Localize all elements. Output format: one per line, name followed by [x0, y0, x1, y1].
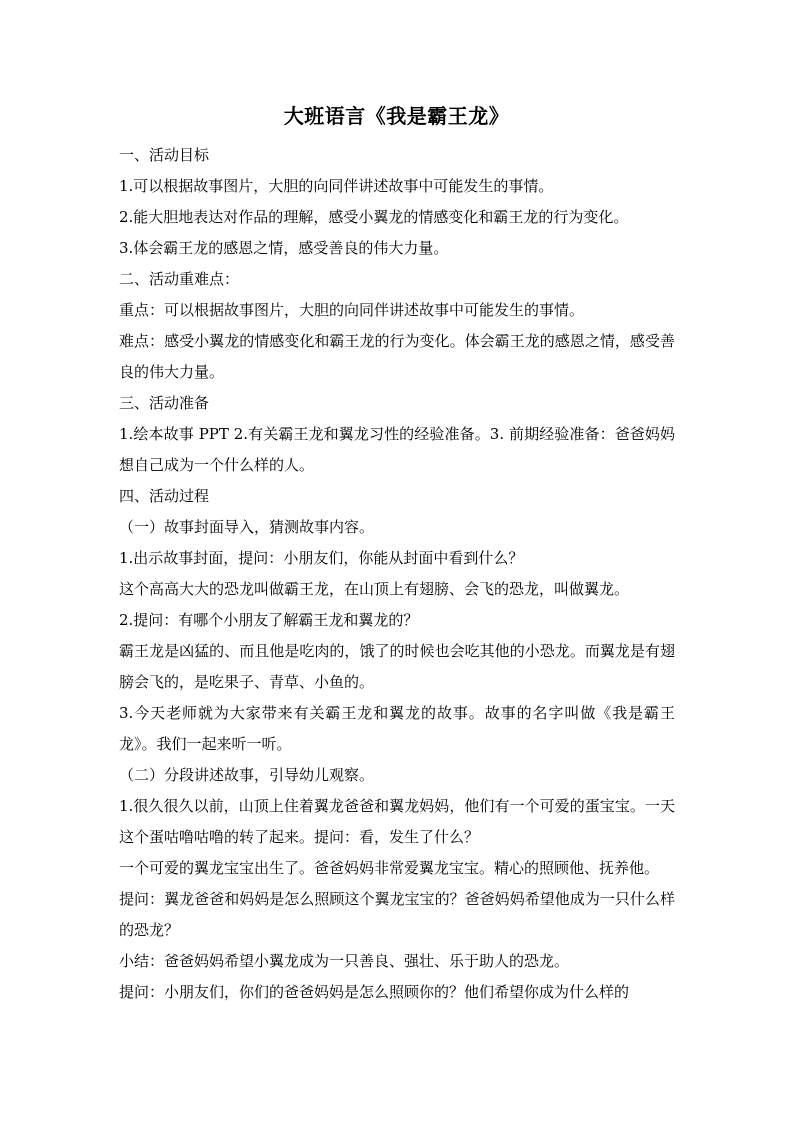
paragraph: 1.绘本故事 PPT 2.有关霸王龙和翼龙习性的经验准备。3. 前期经验准备：爸爸妈妈想自己成为一个什么样的人。 — [119, 425, 675, 474]
document-body — [119, 140, 675, 1008]
section-heading-process: 四、活动过程 — [119, 487, 210, 505]
paragraph: 1.出示故事封面，提问：小朋友们，你能从封面中看到什么？ — [119, 549, 524, 567]
paragraph: 1.可以根据故事图片，大胆的向同伴讲述故事中可能发生的事情。 — [119, 177, 554, 195]
paragraph: 难点：感受小翼龙的情感变化和霸王龙的行为变化。体会霸王龙的感恩之情，感受善良的伟大力量。 — [119, 332, 675, 381]
paragraph: 2.能大胆地表达对作品的理解，感受小翼龙的情感变化和霸王龙的行为变化。 — [119, 208, 629, 226]
paragraph: 一个可爱的翼龙宝宝出生了。爸爸妈妈非常爱翼龙宝宝。精心的照顾他、抚养他。 — [119, 859, 660, 877]
paragraph: 3.体会霸王龙的感恩之情，感受善良的伟大力量。 — [119, 239, 449, 257]
paragraph: 2.提问：有哪个小朋友了解霸王龙和翼龙的？ — [119, 611, 419, 629]
section-heading-goals: 一、活动目标 — [119, 146, 210, 164]
section-heading-preparation: 三、活动准备 — [119, 394, 210, 412]
subsection-heading: （二）分段讲述故事，引导幼儿观察。 — [119, 766, 375, 784]
paragraph: 提问：小朋友们，你们的爸爸妈妈是怎么照顾你的？他们希望你成为什么样的 — [119, 983, 630, 1001]
paragraph: 霸王龙是凶猛的、而且他是吃肉的，饿了的时候也会吃其他的小恐龙。而翼龙是有翅膀会飞的，是吃果子、青草、小鱼的。 — [119, 642, 675, 691]
subsection-heading: （一）故事封面导入，猜测故事内容。 — [119, 518, 375, 536]
paragraph: 重点：可以根据故事图片，大胆的向同伴讲述故事中可能发生的事情。 — [119, 301, 585, 319]
paragraph: 提问：翼龙爸爸和妈妈是怎么照顾这个翼龙宝宝的？爸爸妈妈希望他成为一只什么样的恐龙？ — [119, 890, 675, 939]
section-heading-key-points: 二、活动重难点： — [119, 270, 240, 288]
paragraph: 3.今天老师就为大家带来有关霸王龙和翼龙的故事。故事的名字叫做《我是霸王龙》。我们一起来听一听。 — [119, 704, 675, 753]
paragraph: 1.很久很久以前，山顶上住着翼龙爸爸和翼龙妈妈，他们有一个可爱的蛋宝宝。一天这个蛋咕噜咕噜的转了起来。提问：看，发生了什么？ — [119, 797, 675, 846]
paragraph: 小结：爸爸妈妈希望小翼龙成为一只善良、强壮、乐于助人的恐龙。 — [119, 952, 570, 970]
document-title: 大班语言《我是霸王龙》 — [283, 104, 510, 128]
paragraph: 这个高高大大的恐龙叫做霸王龙，在山顶上有翅膀、会飞的恐龙，叫做翼龙。 — [119, 580, 630, 598]
